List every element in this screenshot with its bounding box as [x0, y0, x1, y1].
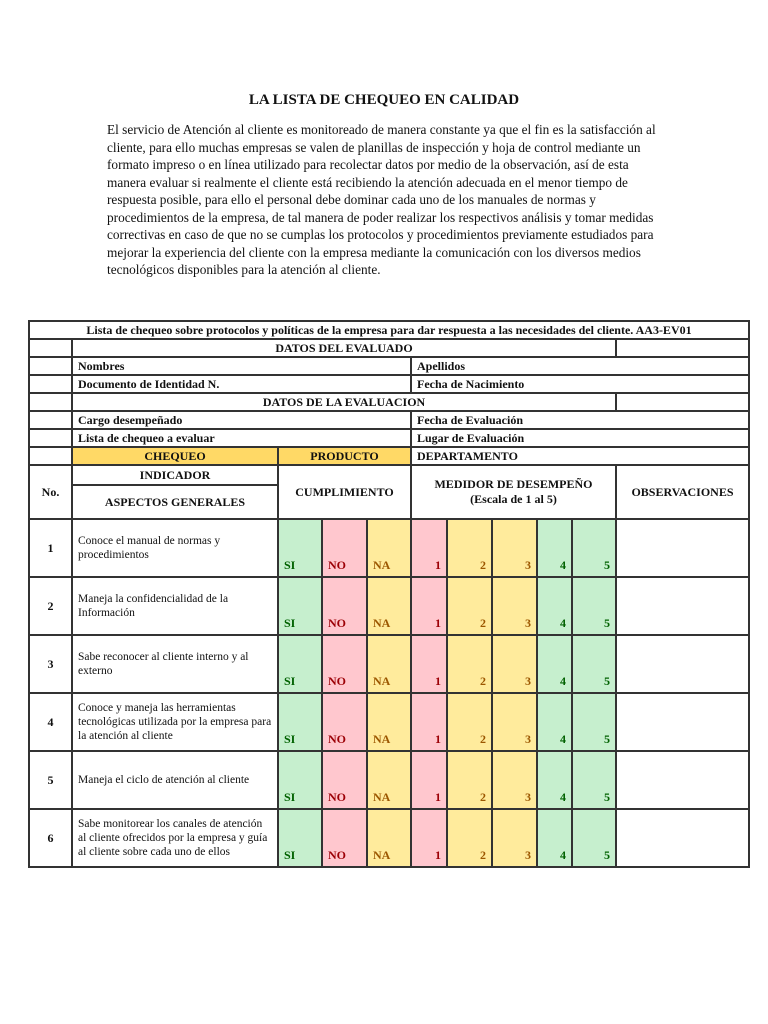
blank-cell[interactable]	[616, 339, 749, 357]
page-title: LA LISTA DE CHEQUEO EN CALIDAD	[248, 92, 520, 108]
option-no[interactable]: NO	[322, 635, 367, 693]
option-s5[interactable]: 5	[572, 751, 616, 809]
option-s5[interactable]: 5	[572, 635, 616, 693]
option-no[interactable]: NO	[322, 751, 367, 809]
field-cargo[interactable]: Cargo desempeñado	[72, 411, 411, 429]
option-si[interactable]: SI	[278, 693, 322, 751]
field-lista[interactable]: Lista de chequeo a evaluar	[72, 429, 411, 447]
blank-cell[interactable]	[29, 375, 72, 393]
col-observaciones: OBSERVACIONES	[616, 465, 749, 519]
option-s1[interactable]: 1	[411, 809, 447, 867]
row-indicator: Sabe monitorear los canales de atención al cliente ofrecidos por la empresa y guía al cliente sobre cada uno de ellos	[72, 809, 278, 867]
blank-cell[interactable]	[29, 429, 72, 447]
option-s3[interactable]: 3	[492, 809, 537, 867]
option-s2[interactable]: 2	[447, 751, 492, 809]
table-row	[29, 519, 749, 577]
escala-label: (Escala de 1 al 5)	[470, 492, 557, 506]
col-medidor	[411, 465, 616, 519]
field-fecha-nacimiento[interactable]: Fecha de Nacimiento	[411, 375, 749, 393]
medidor-label: MEDIDOR DE DESEMPEÑO	[434, 477, 593, 491]
option-s4[interactable]: 4	[537, 635, 572, 693]
option-s5[interactable]: 5	[572, 693, 616, 751]
option-s4[interactable]: 4	[537, 751, 572, 809]
col-aspectos: ASPECTOS GENERALES	[72, 485, 278, 519]
intro-paragraph: El servicio de Atención al cliente es monitoreado de manera constante ya que el fin es la satisfacción al cliente, para ello muchas empresas se valen de planillas de inspección y hoja de control mediante un formato impreso o en línea utilizado para recolectar datos por medio de la observación, así de esta manera evaluar si realmente el cliente está recibiendo la atención adecuada en el menor tiempo de respuesta posible, para ello el personal debe dominar cada uno de los manuales de normas y procedimientos de la empresa, de tal manera de poder realizar los respectivos análisis y tomar medidas correctivas en caso de que no se cumplas los protocolos y procedimientos previamente estudiados para mejorar la experiencia del cliente con la empresa mediante la comunicación con los diversos medios tecnológicos disponibles para la atención al cliente.	[107, 122, 656, 277]
table-row	[29, 577, 749, 635]
option-s3[interactable]: 3	[492, 693, 537, 751]
option-s2[interactable]: 2	[447, 519, 492, 577]
option-na[interactable]: NA	[367, 693, 411, 751]
option-si[interactable]: SI	[278, 751, 322, 809]
option-s4[interactable]: 4	[537, 693, 572, 751]
checklist-table	[28, 320, 750, 868]
field-apellidos[interactable]: Apellidos	[411, 357, 749, 375]
option-s4[interactable]: 4	[537, 809, 572, 867]
field-lugar[interactable]: Lugar de Evaluación	[411, 429, 749, 447]
table-row	[29, 751, 749, 809]
row-indicator: Sabe reconocer al cliente interno y al externo	[72, 635, 278, 693]
option-si[interactable]: SI	[278, 577, 322, 635]
row-indicator: Conoce y maneja las herramientas tecnológicas utilizada por la empresa para la atención al cliente	[72, 693, 278, 751]
option-s1[interactable]: 1	[411, 519, 447, 577]
option-s5[interactable]: 5	[572, 519, 616, 577]
table-row	[29, 809, 749, 867]
option-s3[interactable]: 3	[492, 519, 537, 577]
option-s2[interactable]: 2	[447, 809, 492, 867]
producto-label: PRODUCTO	[278, 447, 411, 465]
option-si[interactable]: SI	[278, 519, 322, 577]
blank-cell[interactable]	[29, 357, 72, 375]
observaciones-cell[interactable]	[616, 693, 749, 751]
option-no[interactable]: NO	[322, 577, 367, 635]
option-na[interactable]: NA	[367, 809, 411, 867]
row-indicator: Conoce el manual de normas y procedimientos	[72, 519, 278, 577]
option-na[interactable]: NA	[367, 751, 411, 809]
option-s4[interactable]: 4	[537, 577, 572, 635]
row-indicator: Maneja la confidencialidad de la Información	[72, 577, 278, 635]
option-s5[interactable]: 5	[572, 809, 616, 867]
option-s5[interactable]: 5	[572, 577, 616, 635]
option-no[interactable]: NO	[322, 809, 367, 867]
option-no[interactable]: NO	[322, 519, 367, 577]
option-s1[interactable]: 1	[411, 635, 447, 693]
field-departamento[interactable]: DEPARTAMENTO	[411, 447, 749, 465]
option-si[interactable]: SI	[278, 635, 322, 693]
col-cumplimiento: CUMPLIMIENTO	[278, 465, 411, 519]
row-number: 2	[29, 577, 72, 635]
option-s2[interactable]: 2	[447, 577, 492, 635]
table-row	[29, 693, 749, 751]
table-row	[29, 635, 749, 693]
blank-cell[interactable]	[29, 447, 72, 465]
blank-cell[interactable]	[29, 411, 72, 429]
field-documento[interactable]: Documento de Identidad N.	[72, 375, 411, 393]
blank-cell[interactable]	[29, 339, 72, 357]
col-indicador: INDICADOR	[72, 465, 278, 485]
observaciones-cell[interactable]	[616, 519, 749, 577]
row-number: 5	[29, 751, 72, 809]
option-na[interactable]: NA	[367, 577, 411, 635]
row-number: 1	[29, 519, 72, 577]
option-s2[interactable]: 2	[447, 635, 492, 693]
chequeo-label: CHEQUEO	[72, 447, 278, 465]
option-no[interactable]: NO	[322, 693, 367, 751]
option-na[interactable]: NA	[367, 635, 411, 693]
blank-cell[interactable]	[616, 393, 749, 411]
option-s2[interactable]: 2	[447, 693, 492, 751]
row-number: 6	[29, 809, 72, 867]
observaciones-cell[interactable]	[616, 751, 749, 809]
option-s4[interactable]: 4	[537, 519, 572, 577]
section-datos-evaluado: DATOS DEL EVALUADO	[72, 339, 616, 357]
option-na[interactable]: NA	[367, 519, 411, 577]
section-datos-evaluacion: DATOS DE LA EVALUACION	[72, 393, 616, 411]
row-number: 4	[29, 693, 72, 751]
option-s1[interactable]: 1	[411, 751, 447, 809]
option-s1[interactable]: 1	[411, 693, 447, 751]
option-s1[interactable]: 1	[411, 577, 447, 635]
field-nombres[interactable]: Nombres	[72, 357, 411, 375]
blank-cell[interactable]	[29, 393, 72, 411]
observaciones-cell[interactable]	[616, 635, 749, 693]
observaciones-cell[interactable]	[616, 577, 749, 635]
field-fecha-evaluacion[interactable]: Fecha de Evaluación	[411, 411, 749, 429]
col-no: No.	[29, 465, 72, 519]
row-number: 3	[29, 635, 72, 693]
option-s3[interactable]: 3	[492, 577, 537, 635]
option-si[interactable]: SI	[278, 809, 322, 867]
form-heading: Lista de chequeo sobre protocolos y políticas de la empresa para dar respuesta a las necesidades del cliente. AA3-EV01	[29, 321, 749, 339]
row-indicator: Maneja el ciclo de atención al cliente	[72, 751, 278, 809]
observaciones-cell[interactable]	[616, 809, 749, 867]
option-s3[interactable]: 3	[492, 751, 537, 809]
option-s3[interactable]: 3	[492, 635, 537, 693]
